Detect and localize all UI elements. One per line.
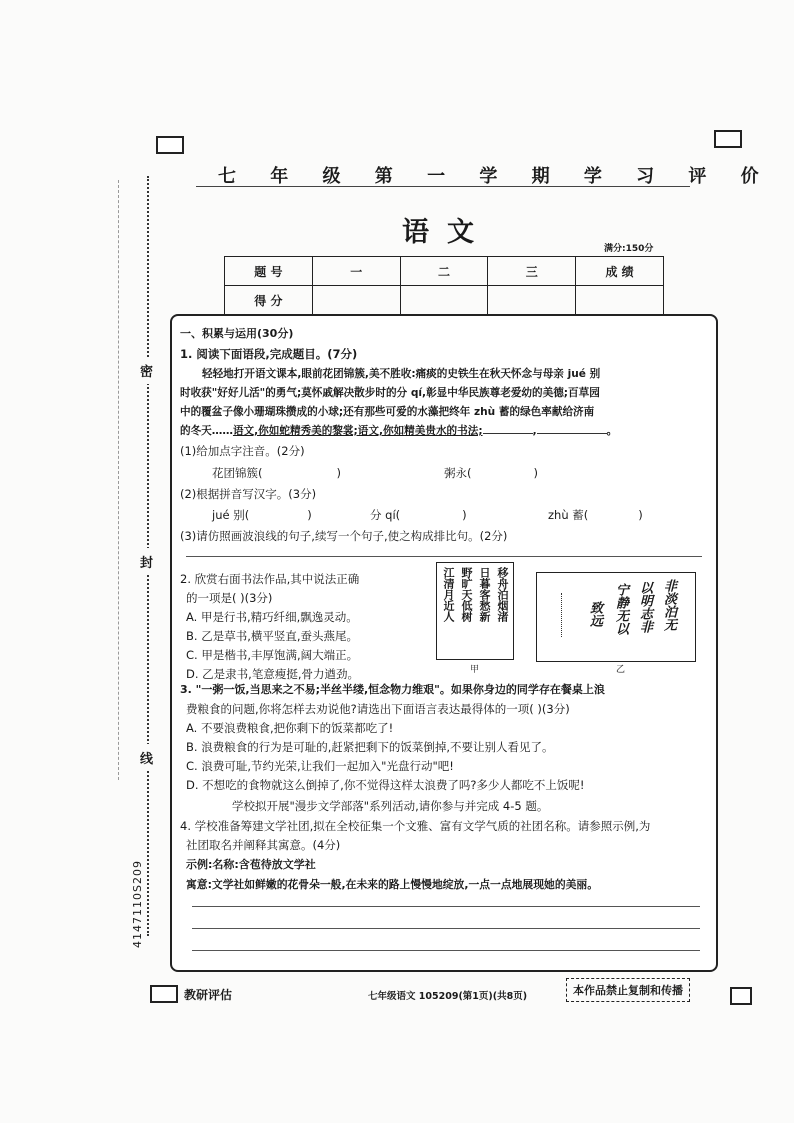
answer-line[interactable] <box>186 556 702 557</box>
calligraphy-yi-label: 乙 <box>616 665 626 675</box>
full-score: 满分:150分 <box>604 244 654 254</box>
registration-mark <box>730 987 752 1005</box>
calligraphy-jia-label: 甲 <box>470 665 480 675</box>
q2-stem: 的一项是( )(3分) <box>186 591 273 605</box>
score-table-header: 二 <box>400 257 488 286</box>
q4-stem: 4. 学校准备筹建文学社团,拟在全校征集一个文雅、富有文学气质的社团名称。请参照示例,为 <box>180 819 651 833</box>
q1-sub3: (3)请仿照画波浪线的句子,续写一个句子,使之构成排比句。(2分) <box>180 529 508 543</box>
q2-option[interactable]: B. 乙是草书,横平竖直,蚕头燕尾。 <box>186 629 359 643</box>
q4-example-meaning: 寓意:文学社如鲜嫩的花骨朵一般,在未来的路上慢慢地绽放,一点一点地展现她的美丽。 <box>186 878 599 891</box>
q1-sub1-item <box>212 465 341 481</box>
title-rule <box>196 186 690 187</box>
q1-stem: 1. 阅读下面语段,完成题目。(7分) <box>180 347 358 361</box>
q2-option[interactable]: A. 甲是行书,精巧纤细,飘逸灵动。 <box>186 610 358 624</box>
q3-option[interactable]: D. 不想吃的食物就这么倒掉了,你不觉得这样太浪费了吗?多少人都吃不上饭呢! <box>186 778 585 792</box>
calligraphy-signature <box>561 593 565 637</box>
paren: ) <box>533 466 538 480</box>
q3-stem: 3. "一粥一饭,当思来之不易;半丝半缕,恒念物力维艰"。如果你身边的同学存在餐桌上浪 <box>180 683 605 696</box>
q1-wavy-sentence: 语文,你如蛇精秀美的黎裳;语文,你如精美贵水的书法; <box>232 425 483 437</box>
barcode-number: 4147110S209 <box>131 860 144 948</box>
margin-edge <box>118 180 122 780</box>
footer-page-info: 七年级语文 105209(第1页)(共8页) <box>368 991 528 1002</box>
seal-label-mi: 密 <box>140 357 153 384</box>
q1-sub2-word: zhù 蓄( <box>548 508 589 522</box>
q1-sub2: (2)根据拼音写汉字。(3分) <box>180 487 317 501</box>
answer-line[interactable] <box>192 906 700 907</box>
q1-sub2-item <box>548 507 643 523</box>
calligraphy-column: 野旷天低树 <box>460 567 473 622</box>
calligraphy-column: 江清月近人 <box>442 567 455 622</box>
paren: ) <box>638 508 643 522</box>
q1-sub1-item <box>444 465 538 481</box>
section-heading: 一、积累与运用(30分) <box>180 327 294 340</box>
calligraphy-column: 致远 <box>587 601 602 627</box>
q1-sub2-item <box>370 507 467 523</box>
footer-org: 教研评估 <box>184 988 233 1002</box>
q1-blank[interactable] <box>537 433 607 434</box>
q4-example-name: 示例:名称:含苞待放文学社 <box>186 858 316 871</box>
calligraphy-yi <box>536 572 696 662</box>
q1-passage-text: 的冬天…… <box>180 425 233 437</box>
q1-sub1: (1)给加点字注音。(2分) <box>180 444 305 458</box>
q1-sub1-word: 花团锦簇( <box>212 466 263 480</box>
q1-blank[interactable] <box>483 433 533 434</box>
registration-mark <box>156 136 184 154</box>
answer-line[interactable] <box>192 950 700 951</box>
registration-mark <box>714 130 742 148</box>
score-cell[interactable] <box>576 286 664 315</box>
score-table-label: 得 分 <box>225 286 313 315</box>
paren: ) <box>336 466 341 480</box>
activity-intro: 学校拟开展"漫步文学部落"系列活动,请你参与并完成 4-5 题。 <box>232 799 549 813</box>
q2-stem: 2. 欣赏右面书法作品,其中说法正确 <box>180 572 360 586</box>
score-table-header: 题 号 <box>225 257 313 286</box>
q1-passage-last-line: 的冬天……语文,你如蛇精秀美的黎裳;语文,你如精美贵水的书法; , 。 <box>180 425 618 437</box>
answer-line[interactable] <box>192 928 700 929</box>
calligraphy-column: 移舟泊烟渚 <box>496 567 509 622</box>
paren: ) <box>462 508 467 522</box>
q1-passage-line: 中的覆盆子像小珊瑚珠攒成的小球;还有那些可爱的水藻把终年 zhù 蓄的绿色率献给济南 <box>180 406 595 418</box>
paren: ) <box>307 508 312 522</box>
q2-option[interactable]: D. 乙是隶书,笔意瘦挺,骨力遒劲。 <box>186 667 359 681</box>
q1-sub2-word: jué 别( <box>212 508 250 522</box>
score-table-header: 成 绩 <box>576 257 664 286</box>
q1-passage-line: 轻轻地打开语文课本,眼前花团锦簇,美不胜收:痛痰的史铁生在秋天怀念与母亲 jué 别 <box>202 368 601 380</box>
q1-sub1-word: 粥永( <box>444 466 472 480</box>
seal-label-feng: 封 <box>140 548 153 575</box>
score-cell[interactable] <box>312 286 400 315</box>
score-cell[interactable] <box>488 286 576 315</box>
q3-option[interactable]: C. 浪费可耻,节约光荣,让我们一起加入"光盘行动"吧! <box>186 759 454 773</box>
q1-sub2-word: 分 qí( <box>370 508 401 522</box>
seal-label-xian: 线 <box>140 744 153 771</box>
copyright-notice: 本作品禁止复制和传播 <box>566 978 690 1002</box>
calligraphy-column: 以明志非 <box>637 581 652 633</box>
calligraphy-jia <box>436 562 514 660</box>
registration-mark <box>150 985 178 1003</box>
q3-option[interactable]: B. 浪费粮食的行为是可耻的,赶紧把剩下的饭菜倒掉,不要让别人看见了。 <box>186 740 554 754</box>
subject-title: 语文 <box>402 217 492 248</box>
score-table-header: 三 <box>488 257 576 286</box>
calligraphy-column: 非淡泊无 <box>661 579 676 631</box>
score-table-header: 一 <box>312 257 400 286</box>
calligraphy-column: 日暮客愁新 <box>478 567 491 622</box>
q1-sub2-item <box>212 507 312 523</box>
q1-passage-line: 时收获"好好儿活"的勇气;莫怀戚解决散步时的分 qí,彰显中华民族尊老爱幼的美德;百草园 <box>180 387 600 399</box>
calligraphy-column: 宁静无以 <box>613 583 628 635</box>
score-cell[interactable] <box>400 286 488 315</box>
q2-option[interactable]: C. 甲是楷书,丰厚饱满,阔大端正。 <box>186 648 359 662</box>
q4-stem: 社团取名并阐释其寓意。(4分) <box>186 838 341 852</box>
q3-stem: 费粮食的问题,你将怎样去劝说他?请选出下面语言表达最得体的一项( )(3分) <box>186 702 570 716</box>
exam-title: 七 年 级 第 一 学 期 学 习 评 价 <box>218 166 773 187</box>
q3-option[interactable]: A. 不要浪费粮食,把你剩下的饭菜都吃了! <box>186 721 394 735</box>
question-frame <box>170 314 718 972</box>
score-table <box>224 256 664 315</box>
